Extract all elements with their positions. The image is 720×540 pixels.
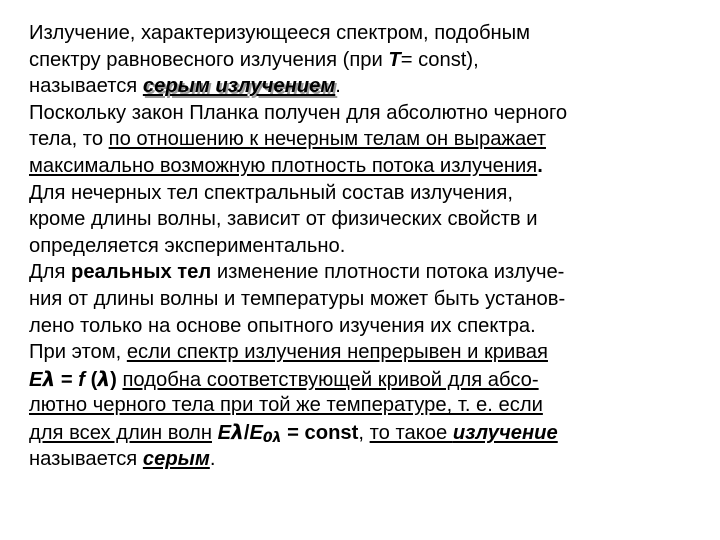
text-segment: изменение плотности потока излуче- bbox=[211, 261, 565, 284]
text-segment: подобна соответствующей кривой для абсо- bbox=[122, 368, 539, 391]
text-segment: λ bbox=[42, 366, 56, 391]
text-segment: λ bbox=[231, 419, 244, 444]
text-segment: E bbox=[249, 421, 263, 444]
text-segment: серым излучением bbox=[142, 75, 336, 98]
text-segment: Для нечерных тел спектральный состав излучения, bbox=[29, 181, 513, 204]
text-segment: 0λ bbox=[262, 429, 282, 446]
text-block bbox=[29, 20, 692, 472]
text-segment: тела, то bbox=[29, 128, 109, 151]
text-segment: серым bbox=[142, 447, 210, 470]
text-segment: E bbox=[217, 421, 232, 444]
text-segment: спектру равновесного излучения (при bbox=[29, 48, 389, 71]
text-segment: называется bbox=[29, 75, 143, 98]
text-line bbox=[29, 419, 692, 446]
text-segment: = const bbox=[281, 421, 359, 444]
text-line bbox=[29, 47, 692, 74]
text-line bbox=[29, 100, 692, 127]
text-segment: T bbox=[388, 48, 401, 71]
text-segment: f bbox=[78, 368, 85, 391]
text-segment: для всех длин волн bbox=[29, 421, 212, 444]
text-segment: , bbox=[358, 421, 370, 444]
text-segment: = bbox=[55, 368, 79, 391]
text-segment: . bbox=[335, 75, 341, 98]
text-line bbox=[29, 73, 692, 100]
text-segment: / bbox=[243, 421, 250, 444]
text-line bbox=[29, 180, 692, 207]
text-segment: если спектр излучения непрерывен и кривая bbox=[126, 341, 548, 364]
text-segment: кроме длины волны, зависит от физических свойств и bbox=[29, 208, 538, 231]
text-segment: лено только на основе опытного изучения их спектра. bbox=[29, 314, 536, 337]
text-line bbox=[29, 313, 692, 340]
text-line bbox=[29, 446, 692, 473]
text-segment: λ bbox=[97, 366, 111, 391]
text-segment: E bbox=[29, 368, 43, 391]
text-segment: ) bbox=[110, 368, 123, 391]
text-segment: реальных тел bbox=[71, 261, 212, 284]
text-line bbox=[29, 366, 692, 393]
text-segment: лютно черного тела при той же температуре, т. е. если bbox=[29, 394, 543, 417]
text-segment: При этом, bbox=[29, 341, 127, 364]
text-segment: то такое bbox=[369, 421, 453, 444]
text-line bbox=[29, 233, 692, 260]
text-segment: Для bbox=[29, 261, 71, 284]
text-line bbox=[29, 126, 692, 153]
text-segment: максимально возможную плотность потока излучения bbox=[29, 154, 538, 177]
text-segment: называется bbox=[29, 447, 143, 470]
text-line bbox=[29, 339, 692, 366]
text-segment: определяется экспериментально. bbox=[29, 234, 346, 257]
text-line bbox=[29, 259, 692, 286]
text-segment: излучение bbox=[452, 421, 558, 444]
text-line bbox=[29, 206, 692, 233]
text-line bbox=[29, 392, 692, 419]
text-line bbox=[29, 20, 692, 47]
text-segment: Поскольку закон Планка получен для абсолютно черного bbox=[29, 101, 568, 124]
text-segment: по отношению к нечерным телам он выражает bbox=[108, 128, 546, 151]
text-segment: . bbox=[209, 447, 216, 470]
text-segment: ( bbox=[85, 368, 98, 391]
text-line bbox=[29, 153, 692, 180]
text-segment: = const), bbox=[400, 48, 479, 71]
text-segment: Излучение, характеризующееся спектром, подобным bbox=[29, 22, 531, 44]
text-segment: ния от длины волны и температуры может быть установ- bbox=[29, 287, 566, 310]
text-line bbox=[29, 286, 692, 313]
text-segment: . bbox=[537, 154, 543, 177]
